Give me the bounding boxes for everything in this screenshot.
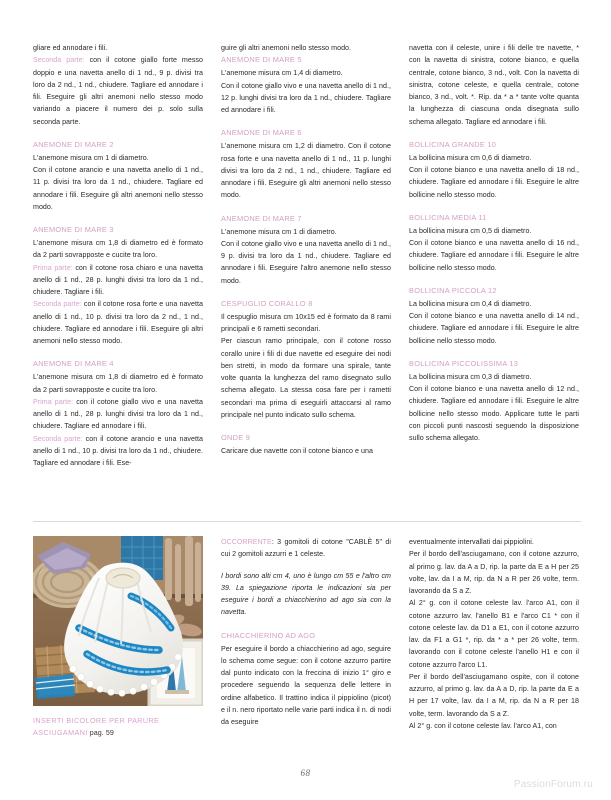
occorrente-paragraph xyxy=(221,536,391,561)
anemone-3-prima-parte xyxy=(33,262,203,299)
right-paragraph-3: Al 2° g. con il cotone celeste lav. l'arco A1, con il cotone azzurro lav. l'anello B1 e l'arco C1 * con il cotone celeste lav. da D1 a E1, con il cotone azzurro lav. da F1 a G1 *, rip. da * a * per 26 volte, term. lavorando con il cotone celeste l'anello H1 e con il cotone azzurro l'arco L1. xyxy=(409,599,579,669)
cespuglio-line-2: Per ciascun ramo principale, con il cotone rosso corallo unire i fili di due navette ed eseguire dei nodi ben stretti, in modo da formare una spirale, tante volte quanta la lunghezza del ramo disegnato sullo schema allegato. La stessa cosa fare per i rametti secondari ma prima di eseguirli attaccarsi al ramo principale nel punto indicato sullo schema. xyxy=(221,337,391,419)
onde-line-1: Caricare due navette con il cotone bianco e una xyxy=(221,447,373,455)
photo-caption xyxy=(33,715,203,739)
section-heading-anemone-4: ANEMONE DI MARE 4 xyxy=(33,359,114,369)
watermark: PassionForum.ru xyxy=(513,779,593,790)
anemone-4-seconda-parte xyxy=(33,433,203,470)
bollicina-grande-line-1: La bollicina misura cm 0,6 di diametro. xyxy=(409,153,532,162)
bollicina-piccola-line-2: Con il cotone bianco e una navetta anello di 14 nd., chiudere. Tagliare ed annodare i fili. Eseguire le altre bollicine nello stesso modo. xyxy=(409,312,579,345)
note-italic: I bordi sono alti cm 4, uno è lungo cm 55 e l'altro cm 39. La spiegazione riporta le indicazioni sia per eseguire i bordi a chiacchierino ad ago sia con la navetta. xyxy=(221,571,391,617)
bollicina-media-line-1: La bollicina misura cm 0,5 di diametro. xyxy=(409,226,532,235)
anemone-7-line-2: Con il cotone giallo vivo e una navetta anello di 1 nd., 9 p. divisi tra loro da 1 nd., chiudere. Tagliare ed annodare i fili. Eseguire l'altro anemone nello stesso modo. xyxy=(221,239,391,285)
prima-parte-label: Prima parte: xyxy=(33,263,73,272)
occorrente-label: OCCORRENTE xyxy=(221,538,272,546)
caption-title: INSERTI BICOLORE PER PARURE ASCIUGAMANI xyxy=(33,716,160,737)
right-paragraph-4: Per il bordo dell'asciugamano ospite, con il cotone azzurro, al primo g. lav. da A a D, rip. la parte da E a H per 17 volte, lav. da I a M, rip. da N a R per 18 volte, term. lavorando da S a Z. xyxy=(409,672,579,718)
chiacchierino-paragraph: Per eseguire il bordo a chiacchierino ad ago, seguire lo schema come segue: con il cotone azzurro partire dal punto indicato con la freccina di inizio 1° giro e procedere seguendo la sequenza delle lettere in ordine alfabetico. Il trattino indica il pippiolino (picot) e il n. nero riportato nelle varie parti indica il n. di nodi da eseguire xyxy=(221,644,391,726)
page-number: 68 xyxy=(300,768,311,778)
section-heading-chiacchierino-ad-ago: CHIACCHIERINO AD AGO xyxy=(221,630,316,640)
right-paragraph-1: eventualmente intervallati dai pippiolini. xyxy=(409,538,534,546)
occorrente-text: : 3 gomitoli di cotone "CABLÈ 5" di cui 2 gomitoli azzurri e 1 celeste. xyxy=(221,538,391,559)
section-heading-anemone-3: ANEMONE DI MARE 3 xyxy=(33,225,114,234)
bollicina-piccola-line-1: La bollicina misura cm 0,4 di diametro. xyxy=(409,299,532,308)
section-divider xyxy=(33,521,581,522)
seconda-parte-text: con il cotone giallo forte messo doppio e una navetta anello di 1 nd., 9 p. divisi tra loro da 2 nd., 1 nd., chiudere. Tagliare ed annodare i fili. Eseguire gli altri anemoni nello stesso modo variando a piacere il numero dei p. solo sulla seconda parte. xyxy=(33,56,203,126)
column-2 xyxy=(221,42,391,469)
section-heading-bollicina-media-11: BOLLICINA MEDIA 11 xyxy=(409,212,487,222)
continuation-paragraph: gliare ed annodare i fili. xyxy=(33,44,108,52)
seconda-parte-label: Seconda parte: xyxy=(33,56,85,65)
top-columns xyxy=(33,42,581,469)
photo-column xyxy=(33,536,203,739)
anemone-3-seconda-parte xyxy=(33,298,203,347)
cespuglio-line-1: Il cespuglio misura cm 10x15 ed è formato da 8 rami principali e 6 rametti secondari. xyxy=(221,312,391,333)
prima-parte-text: con il cotone rosa chiaro e una navetta anello di 1 nd., 28 p. lunghi divisi tra loro da 1 nd., chiudere. Tagliare i fili. xyxy=(33,263,204,296)
caption-page-ref: pag. 59 xyxy=(87,728,114,737)
bottom-column-right xyxy=(409,536,579,739)
anemone-6-line-1: L'anemone misura cm 1,2 di diametro. Con il cotone rosa forte e una navetta anello di 1 nd., 11 p. lunghi divisi tra loro da 2 nd., 1 nd., chiudere. Tagliare ed annodare i fili. Eseguire gli altri anemoni nello stesso modo. xyxy=(221,142,391,200)
bottom-column-middle xyxy=(221,536,391,739)
anemone-2-line-1: L'anemone misura cm 1 di diametro. xyxy=(33,153,149,162)
section-heading-anemone-6: ANEMONE DI MARE 6 xyxy=(221,128,302,138)
section-heading-anemone-7: ANEMONE DI MARE 7 xyxy=(221,213,302,223)
anemone-5-line-2: Con il cotone giallo vivo e una navetta anello di 1 nd., 12 p. lunghi divisi tra loro da 1 nd., chiudere. Tagliare ed annodare i fili. xyxy=(221,81,391,114)
bollicina-grande-line-2: Con il cotone bianco e una navetta anello di 18 nd., chiudere. Tagliare ed annodare i fili. Eseguire le altre bollicine nello stesso modo. xyxy=(409,166,579,199)
anemone-7-line-1: L'anemone misura cm 1 di diametro. xyxy=(221,227,337,236)
column-3 xyxy=(409,42,579,469)
section-heading-anemone-2: ANEMONE DI MARE 2 xyxy=(33,139,114,149)
prima-parte-label: Prima parte: xyxy=(33,397,74,406)
bottom-columns xyxy=(33,536,581,739)
project-photo xyxy=(33,536,203,706)
right-paragraph-2: Per il bordo dell'asciugamano, con il cotone azzurro, al primo g. lav. da A a D, rip. la parte da E a H per 25 volte, lav. da I a M, rip. da N a R per 26 volte, term. lavorando da S a Z. xyxy=(409,550,579,595)
anemone-5-line-1: L'anemone misura cm 1,4 di diametro. xyxy=(221,69,343,78)
seconda-parte-text: con il cotone arancio e una navetta anello di 1 nd., 10 p. divisi tra loro da 1 nd., chiudere. Tagliare ed annodare i fili. Ese- xyxy=(33,434,203,467)
continuation-paragraph: navetta con il celeste, unire i fili delle tre navette, * con la navetta di sinistra, cotone bianco, e quella centrale, cotone bianco, 3 nd., volt. Con la navetta di sinistra, cotone celeste, e quella centrale, cotone bianco, 3 nd., volt. *. Rip. da * a * tante volte quanta la lunghezza di ciascuna onda disegnata sullo schema allegato. Tagliare ed annodare i fili. xyxy=(409,44,579,126)
section-heading-bollicina-grande-10: BOLLICINA GRANDE 10 xyxy=(409,139,497,149)
anemone-3-line-1: L'anemone misura cm 1,8 di diametro ed è formato da 2 parti sovrapposte e cucite tra loro. xyxy=(33,239,203,260)
right-paragraph-5: Al 2° g. con il cotone celeste lav. l'arco A1, con xyxy=(409,721,557,730)
seconda-parte-label: Seconda parte: xyxy=(33,300,82,309)
spacer xyxy=(221,561,391,570)
prima-parte-text: con il cotone giallo vivo e una navetta anello di 1 nd., 28 p. lunghi divisi tra loro da 1 nd., chiudere. Tagliare ed annodare i fili. xyxy=(33,397,203,431)
continuation-paragraph: guire gli altri anemoni nello stesso modo. xyxy=(221,44,352,52)
section-heading-bollicina-piccola-12: BOLLICINA PICCOLA 12 xyxy=(409,285,497,295)
section-heading-bollicina-piccolissima-13: BOLLICINA PICCOLISSIMA 13 xyxy=(409,358,519,368)
anemone-4-line-1: L'anemone misura cm 1,8 di diametro ed è formato da 2 parti sovrapposte e cucite tra loro. xyxy=(33,373,203,394)
seconda-parte-text: con il cotone rosa forte e una navetta anello di 1 nd., 10 p. divisi tra loro da 2 nd., 1 nd., chiudere. Tagliare ed annodare i fili. Eseguire gli altri anemoni nello stesso modo. xyxy=(33,300,203,345)
column-1 xyxy=(33,42,203,469)
section-heading-cespuglio-corallo-8: CESPUGLIO CORALLO 8 xyxy=(221,298,313,308)
bollicina-piccolissima-line-1: La bollicina misura cm 0,3 di diametro. xyxy=(409,372,532,381)
seconda-parte-paragraph xyxy=(33,54,203,128)
bollicina-media-line-2: Con il cotone bianco e una navetta anello di 16 nd., chiudere. Tagliare ed annodare i fili. Eseguire le altre bollicine nello stesso modo. xyxy=(409,239,579,272)
section-heading-onde-9: ONDE 9 xyxy=(221,433,251,442)
seconda-parte-label: Seconda parte: xyxy=(33,434,83,443)
bollicina-piccolissima-line-2: Con il cotone bianco e una navetta anello di 12 nd., chiudere. Tagliare ed annodare i fili. Eseguire le altre bollicine nello stesso modo. Applicare tutte le parti con piccoli punti nascosti seguendo la disposizione sullo schema allegato. xyxy=(409,385,579,442)
section-heading-anemone-5: ANEMONE DI MARE 5 xyxy=(221,55,302,65)
anemone-4-prima-parte xyxy=(33,396,203,433)
anemone-2-line-2: Con il cotone arancio e una navetta anello di 1 nd., 11 p. divisi tra loro da 1 nd., chiudere. Tagliare ed annodare i fili. Eseguire gli altri anemoni nello stesso modo. xyxy=(33,166,203,211)
